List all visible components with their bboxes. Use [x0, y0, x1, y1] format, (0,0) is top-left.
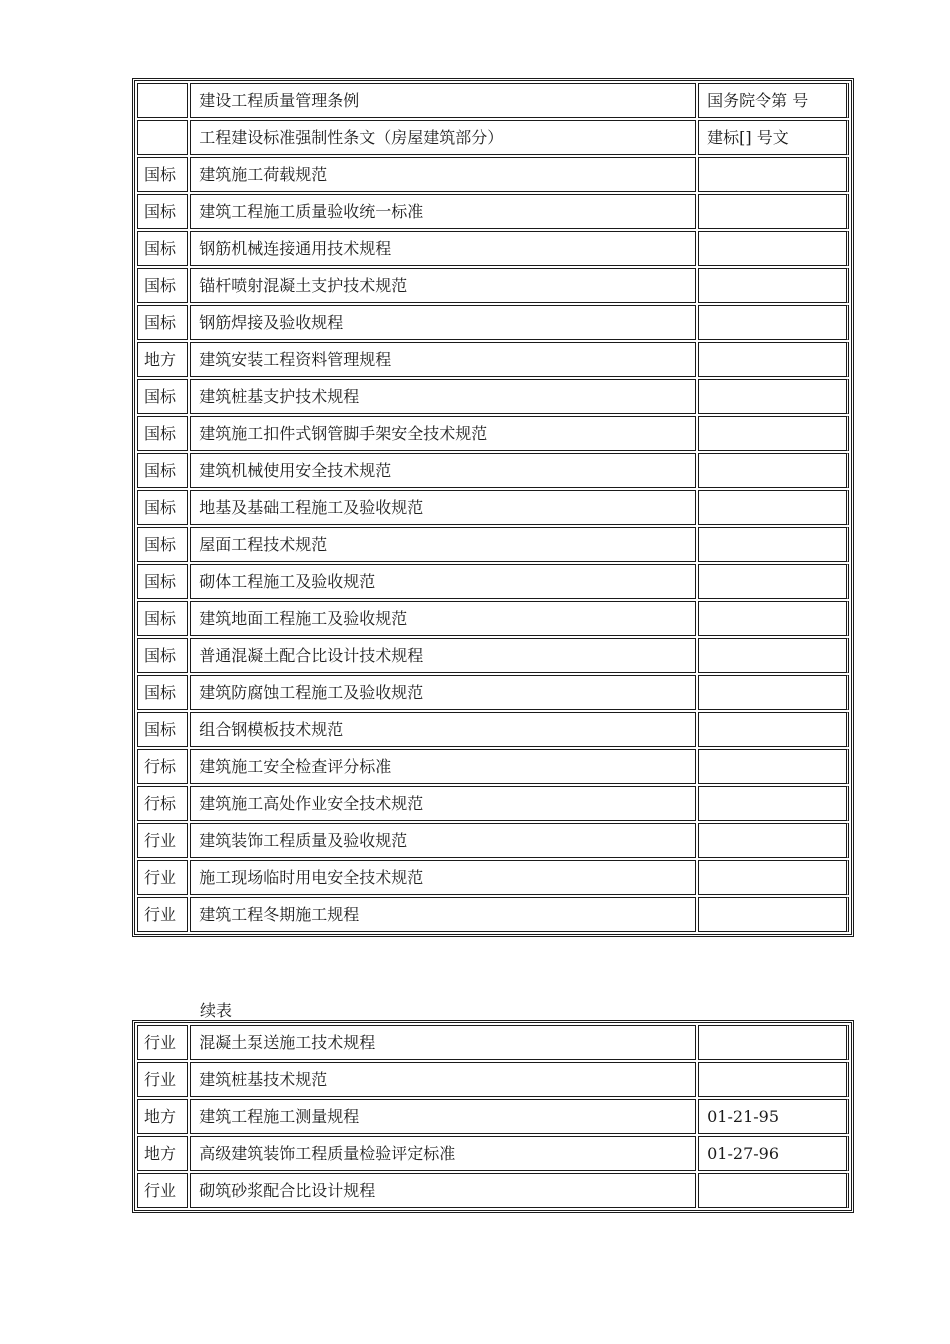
standard-type-cell: 国标 — [137, 194, 188, 229]
table-row — [137, 231, 849, 266]
table-row — [137, 527, 849, 562]
standard-code-cell — [698, 157, 849, 192]
table-row — [137, 860, 849, 895]
table-row — [137, 342, 849, 377]
standard-name-cell: 混凝土泵送施工技术规程 — [190, 1025, 696, 1060]
standards-table-continued-body — [137, 1025, 849, 1208]
standards-table-grid — [135, 81, 851, 934]
standard-code-cell — [698, 1025, 849, 1060]
standard-code-cell — [698, 675, 849, 710]
standard-type-cell: 行业 — [137, 1062, 188, 1097]
standard-code-cell: 建标[] 号文 — [698, 120, 849, 155]
standards-table — [132, 78, 854, 937]
table-row — [137, 749, 849, 784]
table-row — [137, 897, 849, 932]
standard-name-cell: 屋面工程技术规范 — [190, 527, 696, 562]
standard-name-cell: 建筑工程施工质量验收统一标准 — [190, 194, 696, 229]
standard-code-cell — [698, 564, 849, 599]
standard-type-cell: 行业 — [137, 823, 188, 858]
standard-name-cell: 建筑地面工程施工及验收规范 — [190, 601, 696, 636]
standard-type-cell: 国标 — [137, 564, 188, 599]
standard-name-cell: 建筑施工扣件式钢管脚手架安全技术规范 — [190, 416, 696, 451]
standards-table-body — [137, 83, 849, 932]
standards-table-continued — [132, 1020, 854, 1213]
standard-type-cell: 国标 — [137, 453, 188, 488]
standard-name-cell: 建筑桩基支护技术规程 — [190, 379, 696, 414]
standard-code-cell — [698, 490, 849, 525]
table-row — [137, 601, 849, 636]
standard-type-cell: 国标 — [137, 675, 188, 710]
standard-type-cell — [137, 83, 188, 118]
table-row — [137, 712, 849, 747]
standard-name-cell: 普通混凝土配合比设计技术规程 — [190, 638, 696, 673]
standard-code-cell: 01-21-95 — [698, 1099, 849, 1134]
standard-name-cell: 高级建筑装饰工程质量检验评定标准 — [190, 1136, 696, 1171]
standard-code-cell — [698, 342, 849, 377]
standards-table-continued-grid — [135, 1023, 851, 1210]
table-row — [137, 675, 849, 710]
table-row — [137, 379, 849, 414]
standard-name-cell: 建筑施工荷载规范 — [190, 157, 696, 192]
standard-type-cell: 行业 — [137, 1025, 188, 1060]
standard-type-cell: 行业 — [137, 860, 188, 895]
table-row — [137, 638, 849, 673]
standard-name-cell: 建筑工程施工测量规程 — [190, 1099, 696, 1134]
table-row — [137, 1136, 849, 1171]
standard-code-cell — [698, 305, 849, 340]
table-row — [137, 268, 849, 303]
standard-code-cell — [698, 712, 849, 747]
standard-name-cell: 锚杆喷射混凝土支护技术规范 — [190, 268, 696, 303]
standard-type-cell: 国标 — [137, 527, 188, 562]
table-row — [137, 786, 849, 821]
standard-type-cell: 行标 — [137, 749, 188, 784]
standard-code-cell — [698, 1173, 849, 1208]
table-row — [137, 1025, 849, 1060]
standard-code-cell — [698, 416, 849, 451]
table-row — [137, 120, 849, 155]
standard-name-cell: 砌体工程施工及验收规范 — [190, 564, 696, 599]
standard-code-cell — [698, 601, 849, 636]
standard-name-cell: 组合钢模板技术规范 — [190, 712, 696, 747]
standard-name-cell: 地基及基础工程施工及验收规范 — [190, 490, 696, 525]
standard-code-cell — [698, 268, 849, 303]
standard-type-cell — [137, 120, 188, 155]
standard-name-cell: 建筑桩基技术规范 — [190, 1062, 696, 1097]
standard-name-cell: 建筑安装工程资料管理规程 — [190, 342, 696, 377]
table-row — [137, 83, 849, 118]
standard-type-cell: 行业 — [137, 1173, 188, 1208]
standard-type-cell: 国标 — [137, 305, 188, 340]
standard-code-cell — [698, 786, 849, 821]
standard-type-cell: 行业 — [137, 897, 188, 932]
standard-code-cell — [698, 860, 849, 895]
standard-type-cell: 国标 — [137, 231, 188, 266]
continuation-caption: 续表 — [200, 1001, 233, 1020]
table-row — [137, 1062, 849, 1097]
table-row — [137, 453, 849, 488]
standard-code-cell — [698, 749, 849, 784]
standard-name-cell: 建筑工程冬期施工规程 — [190, 897, 696, 932]
standard-code-cell — [698, 231, 849, 266]
table-row — [137, 157, 849, 192]
standard-type-cell: 国标 — [137, 268, 188, 303]
standard-code-cell: 国务院令第 号 — [698, 83, 849, 118]
standard-name-cell: 施工现场临时用电安全技术规范 — [190, 860, 696, 895]
table-row — [137, 416, 849, 451]
standard-type-cell: 国标 — [137, 638, 188, 673]
standard-code-cell: 01-27-96 — [698, 1136, 849, 1171]
standard-name-cell: 建设工程质量管理条例 — [190, 83, 696, 118]
table-row — [137, 305, 849, 340]
standard-type-cell: 国标 — [137, 712, 188, 747]
standard-code-cell — [698, 194, 849, 229]
standard-name-cell: 钢筋机械连接通用技术规程 — [190, 231, 696, 266]
standard-name-cell: 建筑机械使用安全技术规范 — [190, 453, 696, 488]
standard-type-cell: 地方 — [137, 1099, 188, 1134]
standard-type-cell: 行标 — [137, 786, 188, 821]
standard-type-cell: 地方 — [137, 1136, 188, 1171]
standard-name-cell: 砌筑砂浆配合比设计规程 — [190, 1173, 696, 1208]
standard-code-cell — [698, 1062, 849, 1097]
table-row — [137, 490, 849, 525]
standard-code-cell — [698, 823, 849, 858]
standard-name-cell: 钢筋焊接及验收规程 — [190, 305, 696, 340]
standard-type-cell: 国标 — [137, 490, 188, 525]
standard-type-cell: 地方 — [137, 342, 188, 377]
table-row — [137, 564, 849, 599]
table-row — [137, 823, 849, 858]
table-row — [137, 194, 849, 229]
table-row — [137, 1173, 849, 1208]
standard-type-cell: 国标 — [137, 379, 188, 414]
standard-code-cell — [698, 897, 849, 932]
standard-type-cell: 国标 — [137, 601, 188, 636]
standard-code-cell — [698, 453, 849, 488]
table-row — [137, 1099, 849, 1134]
standard-name-cell: 建筑防腐蚀工程施工及验收规范 — [190, 675, 696, 710]
standard-type-cell: 国标 — [137, 157, 188, 192]
standard-name-cell: 建筑施工高处作业安全技术规范 — [190, 786, 696, 821]
standard-name-cell: 工程建设标准强制性条文（房屋建筑部分） — [190, 120, 696, 155]
standard-code-cell — [698, 527, 849, 562]
standard-name-cell: 建筑施工安全检查评分标准 — [190, 749, 696, 784]
standard-code-cell — [698, 379, 849, 414]
standard-code-cell — [698, 638, 849, 673]
standard-type-cell: 国标 — [137, 416, 188, 451]
standard-name-cell: 建筑装饰工程质量及验收规范 — [190, 823, 696, 858]
